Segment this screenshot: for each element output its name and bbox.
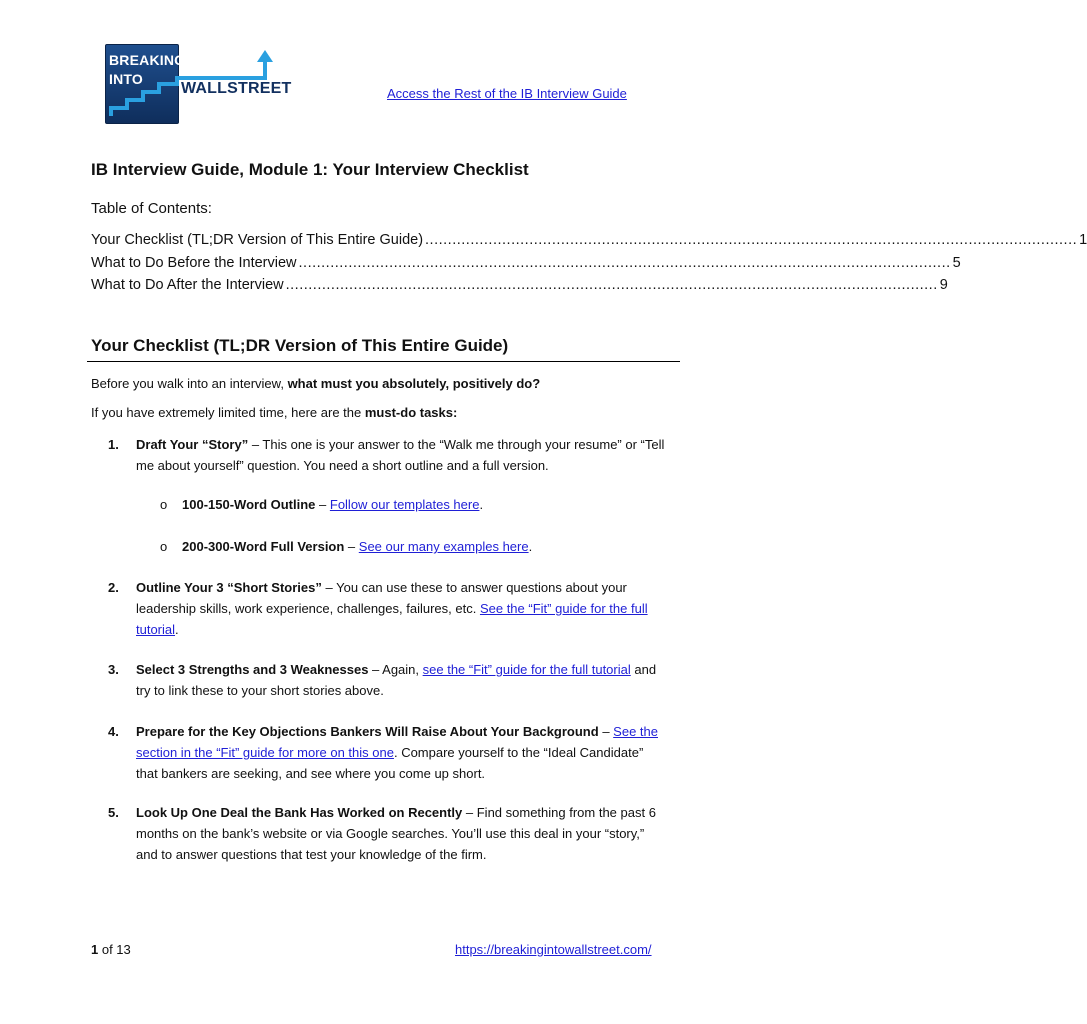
toc-entry-label: Your Checklist (TL;DR Version of This Entire Guide) bbox=[91, 232, 424, 248]
list-item bbox=[108, 659, 668, 701]
access-guide-link[interactable]: Access the Rest of the IB Interview Guide bbox=[387, 86, 627, 101]
logo-text-breaking: BREAKING bbox=[109, 52, 186, 68]
intro-text: Before you walk into an interview, bbox=[91, 376, 288, 391]
list-number: 2. bbox=[108, 580, 119, 595]
intro-bold: what must you absolutely, positively do? bbox=[287, 376, 541, 391]
item-text: – Find something from the past 6 months on the bank’s website or via Google searches. You’ll use this deal in your “story,” and to answer questions that test your knowledge of the firm. bbox=[136, 805, 656, 862]
section-divider bbox=[87, 361, 680, 362]
toc-row[interactable] bbox=[91, 254, 961, 278]
item-text: and try to link these to your short stories above. bbox=[136, 662, 657, 698]
list-number: 1. bbox=[108, 437, 119, 452]
toc-row[interactable] bbox=[91, 232, 1087, 255]
website-link[interactable]: https://breakingintowallstreet.com/ bbox=[455, 942, 652, 957]
page-title: IB Interview Guide, Module 1: Your Interview Checklist bbox=[91, 160, 529, 179]
item-text: – bbox=[598, 724, 614, 739]
intro-text: If you have extremely limited time, here are the bbox=[91, 405, 365, 420]
item-title: Select 3 Strengths and 3 Weaknesses bbox=[136, 662, 369, 677]
item-text: – This one is your answer to the “Walk me through your resume” or “Tell me about yourself” question. You need a short outline and a full version. bbox=[136, 437, 665, 473]
toc-entry-label: What to Do After the Interview bbox=[91, 277, 284, 293]
section-heading: Your Checklist (TL;DR Version of This Entire Guide) bbox=[91, 336, 509, 355]
table-of-contents bbox=[91, 232, 1087, 300]
list-item bbox=[108, 434, 668, 476]
logo-text-into: INTO bbox=[109, 71, 143, 87]
page-current: 1 bbox=[91, 942, 99, 957]
item-text: . Compare yourself to the “Ideal Candidate” that bankers are seeking, and see where you come up short. bbox=[136, 745, 644, 781]
item-text: – You can use these to answer questions about your leadership skills, work experience, challenges, failures, etc. bbox=[136, 580, 627, 616]
list-item bbox=[108, 802, 668, 865]
sub-list-item bbox=[160, 537, 532, 557]
page-total: of 13 bbox=[98, 942, 131, 957]
list-number: 5. bbox=[108, 805, 119, 820]
examples-link[interactable]: See our many examples here bbox=[358, 539, 529, 554]
sub-item-title: 200-300-Word Full Version bbox=[182, 539, 345, 554]
sub-item-text: – bbox=[315, 497, 330, 512]
toc-leader: ................................................................................................................................................ bbox=[298, 254, 951, 271]
toc-leader: ................................................................................................................................................ bbox=[285, 277, 938, 293]
toc-entry-label: What to Do Before the Interview bbox=[91, 254, 297, 271]
bullet-icon: o bbox=[160, 539, 168, 554]
toc-heading: Table of Contents: bbox=[91, 200, 212, 217]
toc-entry-page: 5 bbox=[952, 254, 961, 271]
intro-paragraph-1 bbox=[91, 374, 540, 394]
toc-entry-page: 9 bbox=[939, 277, 948, 293]
logo bbox=[105, 42, 292, 124]
sub-item-text: . bbox=[479, 497, 484, 512]
item-text: – Again, bbox=[368, 662, 423, 677]
toc-row[interactable] bbox=[91, 277, 948, 300]
item-title: Draft Your “Story” bbox=[136, 437, 249, 452]
list-number: 4. bbox=[108, 724, 119, 739]
intro-bold: must-do tasks: bbox=[364, 405, 458, 420]
sub-item-text: . bbox=[528, 539, 533, 554]
item-title: Look Up One Deal the Bank Has Worked on Recently bbox=[136, 805, 463, 820]
sub-item-title: 100-150-Word Outline bbox=[182, 497, 316, 512]
list-item bbox=[108, 577, 668, 640]
sub-list-item bbox=[160, 495, 483, 515]
toc-leader: ................................................................................................................................................ bbox=[425, 232, 1078, 248]
bullet-icon: o bbox=[160, 497, 168, 512]
page-number bbox=[91, 942, 131, 957]
fit-guide-link[interactable]: See the “Fit” guide for the full tutorial bbox=[136, 601, 648, 637]
item-title: Prepare for the Key Objections Bankers Will Raise About Your Background bbox=[136, 724, 599, 739]
toc-entry-page: 1 bbox=[1079, 232, 1087, 248]
sub-item-text: – bbox=[344, 539, 359, 554]
fit-guide-section-link[interactable]: See the section in the “Fit” guide for more on this one bbox=[136, 724, 658, 760]
templates-link[interactable]: Follow our templates here bbox=[329, 497, 480, 512]
item-title: Outline Your 3 “Short Stories” bbox=[136, 580, 322, 595]
item-text: . bbox=[175, 622, 179, 637]
list-item bbox=[108, 721, 668, 784]
logo-text-wallstreet: WALLSTREET bbox=[181, 80, 292, 97]
fit-guide-link[interactable]: see the “Fit” guide for the full tutorial bbox=[422, 662, 631, 677]
intro-paragraph-2 bbox=[91, 403, 457, 423]
list-number: 3. bbox=[108, 662, 119, 677]
